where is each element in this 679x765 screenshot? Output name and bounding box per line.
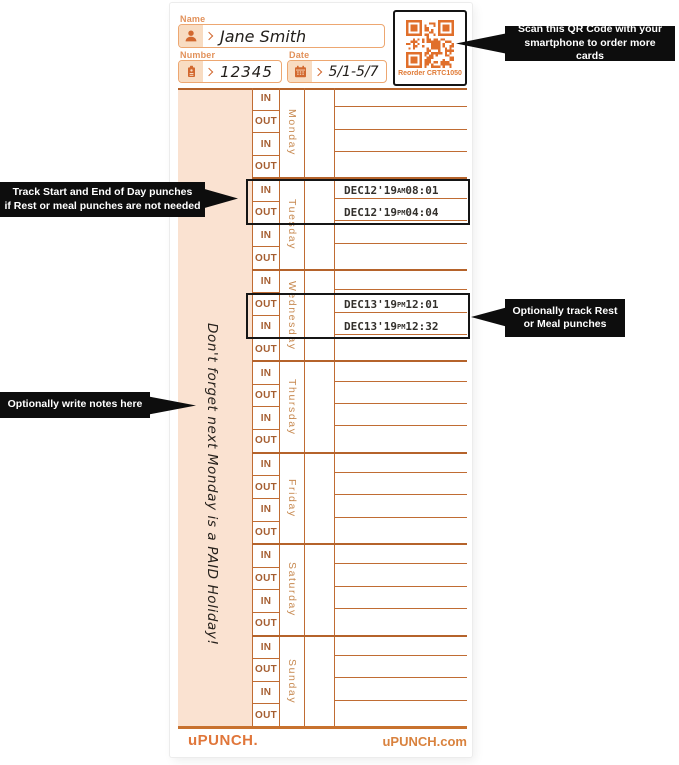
punch-write-line xyxy=(335,521,467,543)
qr-reorder-label: Reorder CRTC1050 xyxy=(398,69,462,77)
day-name: Thursday xyxy=(286,378,298,436)
punch-slot-label: IN xyxy=(253,179,279,202)
name-field xyxy=(178,24,385,48)
punch-slot-label: OUT xyxy=(254,161,277,173)
punch-slot-label: OUT xyxy=(253,202,279,225)
qr-reorder-box xyxy=(393,10,467,86)
date-label: Date xyxy=(289,50,310,60)
punch-write-line xyxy=(335,247,467,269)
day-block-thursday xyxy=(252,360,467,451)
punch-write-line xyxy=(335,155,467,177)
day-name: Tuesday xyxy=(286,198,298,250)
punch-write-line xyxy=(335,612,467,634)
id-badge-icon xyxy=(179,61,203,82)
punch-write-line xyxy=(335,110,467,132)
punch-record-text: 04:04 xyxy=(405,206,439,220)
punch-write-line xyxy=(335,385,467,407)
punch-slot-label: IN xyxy=(253,407,279,430)
punch-slot-label: IN xyxy=(253,133,279,156)
punch-write-line xyxy=(335,407,467,429)
day-name: Wednesday xyxy=(286,280,298,351)
punch-record-text: 12:32 xyxy=(405,319,439,333)
punch-write-line xyxy=(335,637,467,659)
punch-record-text: PM xyxy=(396,300,406,309)
punch-slot-label: IN xyxy=(253,225,279,248)
hours-column xyxy=(305,545,335,634)
punch-record-text: AM xyxy=(396,186,406,195)
callout-text: Optionally track Rest xyxy=(512,304,618,317)
punch-record-text: PM xyxy=(396,322,406,331)
highlight-rest-meal-punches xyxy=(246,293,470,339)
callout-text: or Meal punches xyxy=(523,318,607,330)
punch-record-text: DEC13'19 xyxy=(344,319,397,333)
day-name: Monday xyxy=(286,109,298,157)
day-name: Friday xyxy=(286,479,298,518)
day-block-friday xyxy=(252,452,467,543)
callout-write-notes xyxy=(0,392,150,418)
day-block-sunday xyxy=(252,635,467,726)
punch-record-text: DEC12'19 xyxy=(344,206,397,220)
day-block-saturday xyxy=(252,543,467,634)
time-card xyxy=(170,3,472,757)
punch-slot-label: IN xyxy=(253,454,279,477)
punch-slot-label: OUT xyxy=(253,111,279,134)
highlight-start-end-punches xyxy=(246,179,470,225)
punch-record-text: 08:01 xyxy=(405,183,439,197)
day-name: Sunday xyxy=(286,658,298,704)
punch-slot-label: IN xyxy=(253,316,279,339)
punch-slot-label: OUT xyxy=(254,252,277,264)
punch-write-line xyxy=(335,88,467,110)
punch-write-line xyxy=(335,224,467,246)
punch-record-text: DEC13'19 xyxy=(344,297,397,311)
punch-slot-label: IN xyxy=(253,271,279,294)
callout-rest-punches xyxy=(505,299,625,337)
punch-slot-label: OUT xyxy=(254,526,277,538)
callout-arrow xyxy=(471,307,508,327)
punch-slot-label: OUT xyxy=(253,385,279,408)
punch-slot-label: IN xyxy=(253,545,279,568)
punch-write-line xyxy=(335,454,467,476)
hours-column xyxy=(305,88,335,177)
upunch-logo: uPUNCH. xyxy=(188,732,259,749)
callout-text: Track Start and End of Day punches xyxy=(12,186,193,199)
punch-write-line xyxy=(335,271,467,293)
punch-slot-label: IN xyxy=(253,590,279,613)
punch-write-line xyxy=(335,133,467,155)
punch-write-line xyxy=(335,590,467,612)
punch-slot-label: IN xyxy=(253,88,279,111)
hours-column xyxy=(305,362,335,451)
day-name: Saturday xyxy=(286,562,298,618)
punch-record-text: PM xyxy=(396,209,406,218)
person-icon xyxy=(179,25,203,47)
punch-write-line xyxy=(335,545,467,567)
callout-text: if Rest or meal punches are not needed xyxy=(4,199,201,212)
punch-slot-label: IN xyxy=(253,637,279,660)
qr-code xyxy=(406,20,454,68)
calendar-icon xyxy=(288,61,312,82)
callout-track-punches xyxy=(0,182,205,217)
hours-column xyxy=(305,454,335,543)
punch-record-text: 12:01 xyxy=(405,297,439,311)
punch-slot-label: OUT xyxy=(254,618,277,630)
callout-text: Optionally write notes here xyxy=(7,398,143,411)
handwritten-note: Don't forget next Monday is a PAID Holiday! xyxy=(204,323,220,646)
name-label: Name xyxy=(180,14,206,24)
punch-slot-label: IN xyxy=(253,499,279,522)
punch-slot-label: OUT xyxy=(254,709,277,721)
punch-slot-label: OUT xyxy=(253,476,279,499)
upunch-website: uPUNCH.com xyxy=(382,734,467,749)
callout-scan-qr xyxy=(505,23,675,63)
punch-write-line xyxy=(335,338,467,360)
footer-divider xyxy=(178,726,467,729)
punch-slot-label: IN xyxy=(253,682,279,705)
punch-write-line xyxy=(335,476,467,498)
punch-write-line xyxy=(335,429,467,451)
callout-text: smartphone to order more cards xyxy=(524,36,656,63)
punch-write-line xyxy=(335,498,467,520)
punch-slot-label: OUT xyxy=(254,343,277,355)
punch-slot-label: OUT xyxy=(253,659,279,682)
punch-write-line xyxy=(335,659,467,681)
number-value: 12345 xyxy=(220,62,273,81)
punch-slot-label: OUT xyxy=(253,568,279,591)
day-block-monday xyxy=(252,88,467,177)
number-field xyxy=(178,60,282,83)
punch-record-text: DEC12'19 xyxy=(344,183,397,197)
punch-write-line xyxy=(335,362,467,384)
number-label: Number xyxy=(180,50,216,60)
punch-write-line xyxy=(335,681,467,703)
punch-write-line xyxy=(335,704,467,726)
hours-column xyxy=(305,637,335,726)
date-value: 5/1-5/7 xyxy=(328,63,379,80)
callout-text: Scan this QR Code with your xyxy=(517,23,663,36)
name-value: Jane Smith xyxy=(220,26,307,46)
punch-slot-label: OUT xyxy=(253,293,279,316)
punch-write-line xyxy=(335,567,467,589)
date-field xyxy=(287,60,387,83)
punch-slot-label: OUT xyxy=(254,435,277,447)
punch-slot-label: IN xyxy=(253,362,279,385)
